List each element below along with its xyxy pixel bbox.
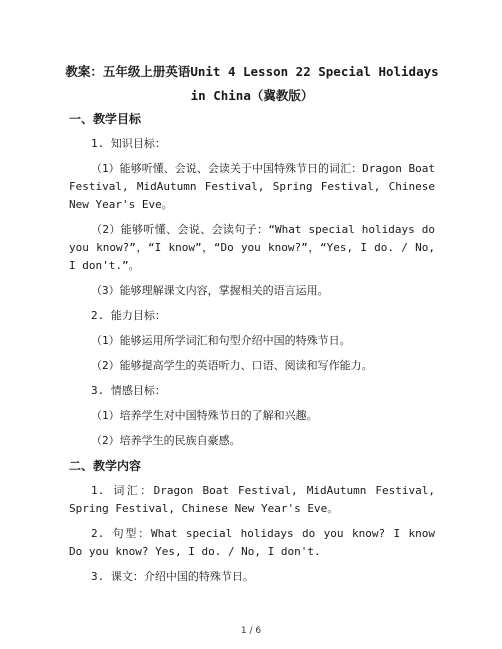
document-body	[69, 110, 435, 593]
paragraph: （1）培养学生对中国特殊节日的了解和兴趣。	[91, 409, 318, 422]
paragraph: （1）能够听懂、会说、会读关于中国特殊节日的词汇：Dragon Boat Festival, MidAutumn Festival, Spring Festival, Chinese New Year's Eve。	[69, 162, 435, 211]
paragraph: 3. 课文：介绍中国的特殊节日。	[91, 570, 254, 583]
paragraph: （3）能够理解课文内容，掌握相关的语言运用。	[91, 284, 329, 297]
paragraph: 2. 句型：What special holidays do you know? I know Do you know? Yes, I do. / No, I don't.	[69, 527, 435, 558]
paragraph: （1）能够运用所学词汇和句型介绍中国的特殊节日。	[91, 334, 351, 347]
paragraph: 3. 情感目标：	[91, 384, 166, 397]
document-title: 教案：五年级上册英语Unit 4 Lesson 22 Special Holidays in China（冀教版）	[65, 64, 439, 103]
section-heading-content: 二、教学内容	[69, 459, 142, 473]
page-indicator: 1 / 6	[240, 626, 262, 636]
paragraph: 1. 词汇：Dragon Boat Festival, MidAutumn Festival, Spring Festival, Chinese New Year's Eve。	[69, 484, 435, 515]
paragraph: （2）能够听懂、会说、会读句子：“What special holidays do you know?”，“I know”，“Do you know?”，“Yes, I do. / No, I don't.”。	[69, 223, 435, 272]
paragraph: （2）培养学生的民族自豪感。	[91, 434, 241, 447]
paragraph: 1. 知识目标：	[91, 137, 166, 150]
paragraph: 2. 能力目标：	[91, 309, 166, 322]
paragraph: （2）能够提高学生的英语听力、口语、阅读和写作能力。	[91, 359, 373, 372]
section-heading-objectives: 一、教学目标	[69, 112, 142, 126]
